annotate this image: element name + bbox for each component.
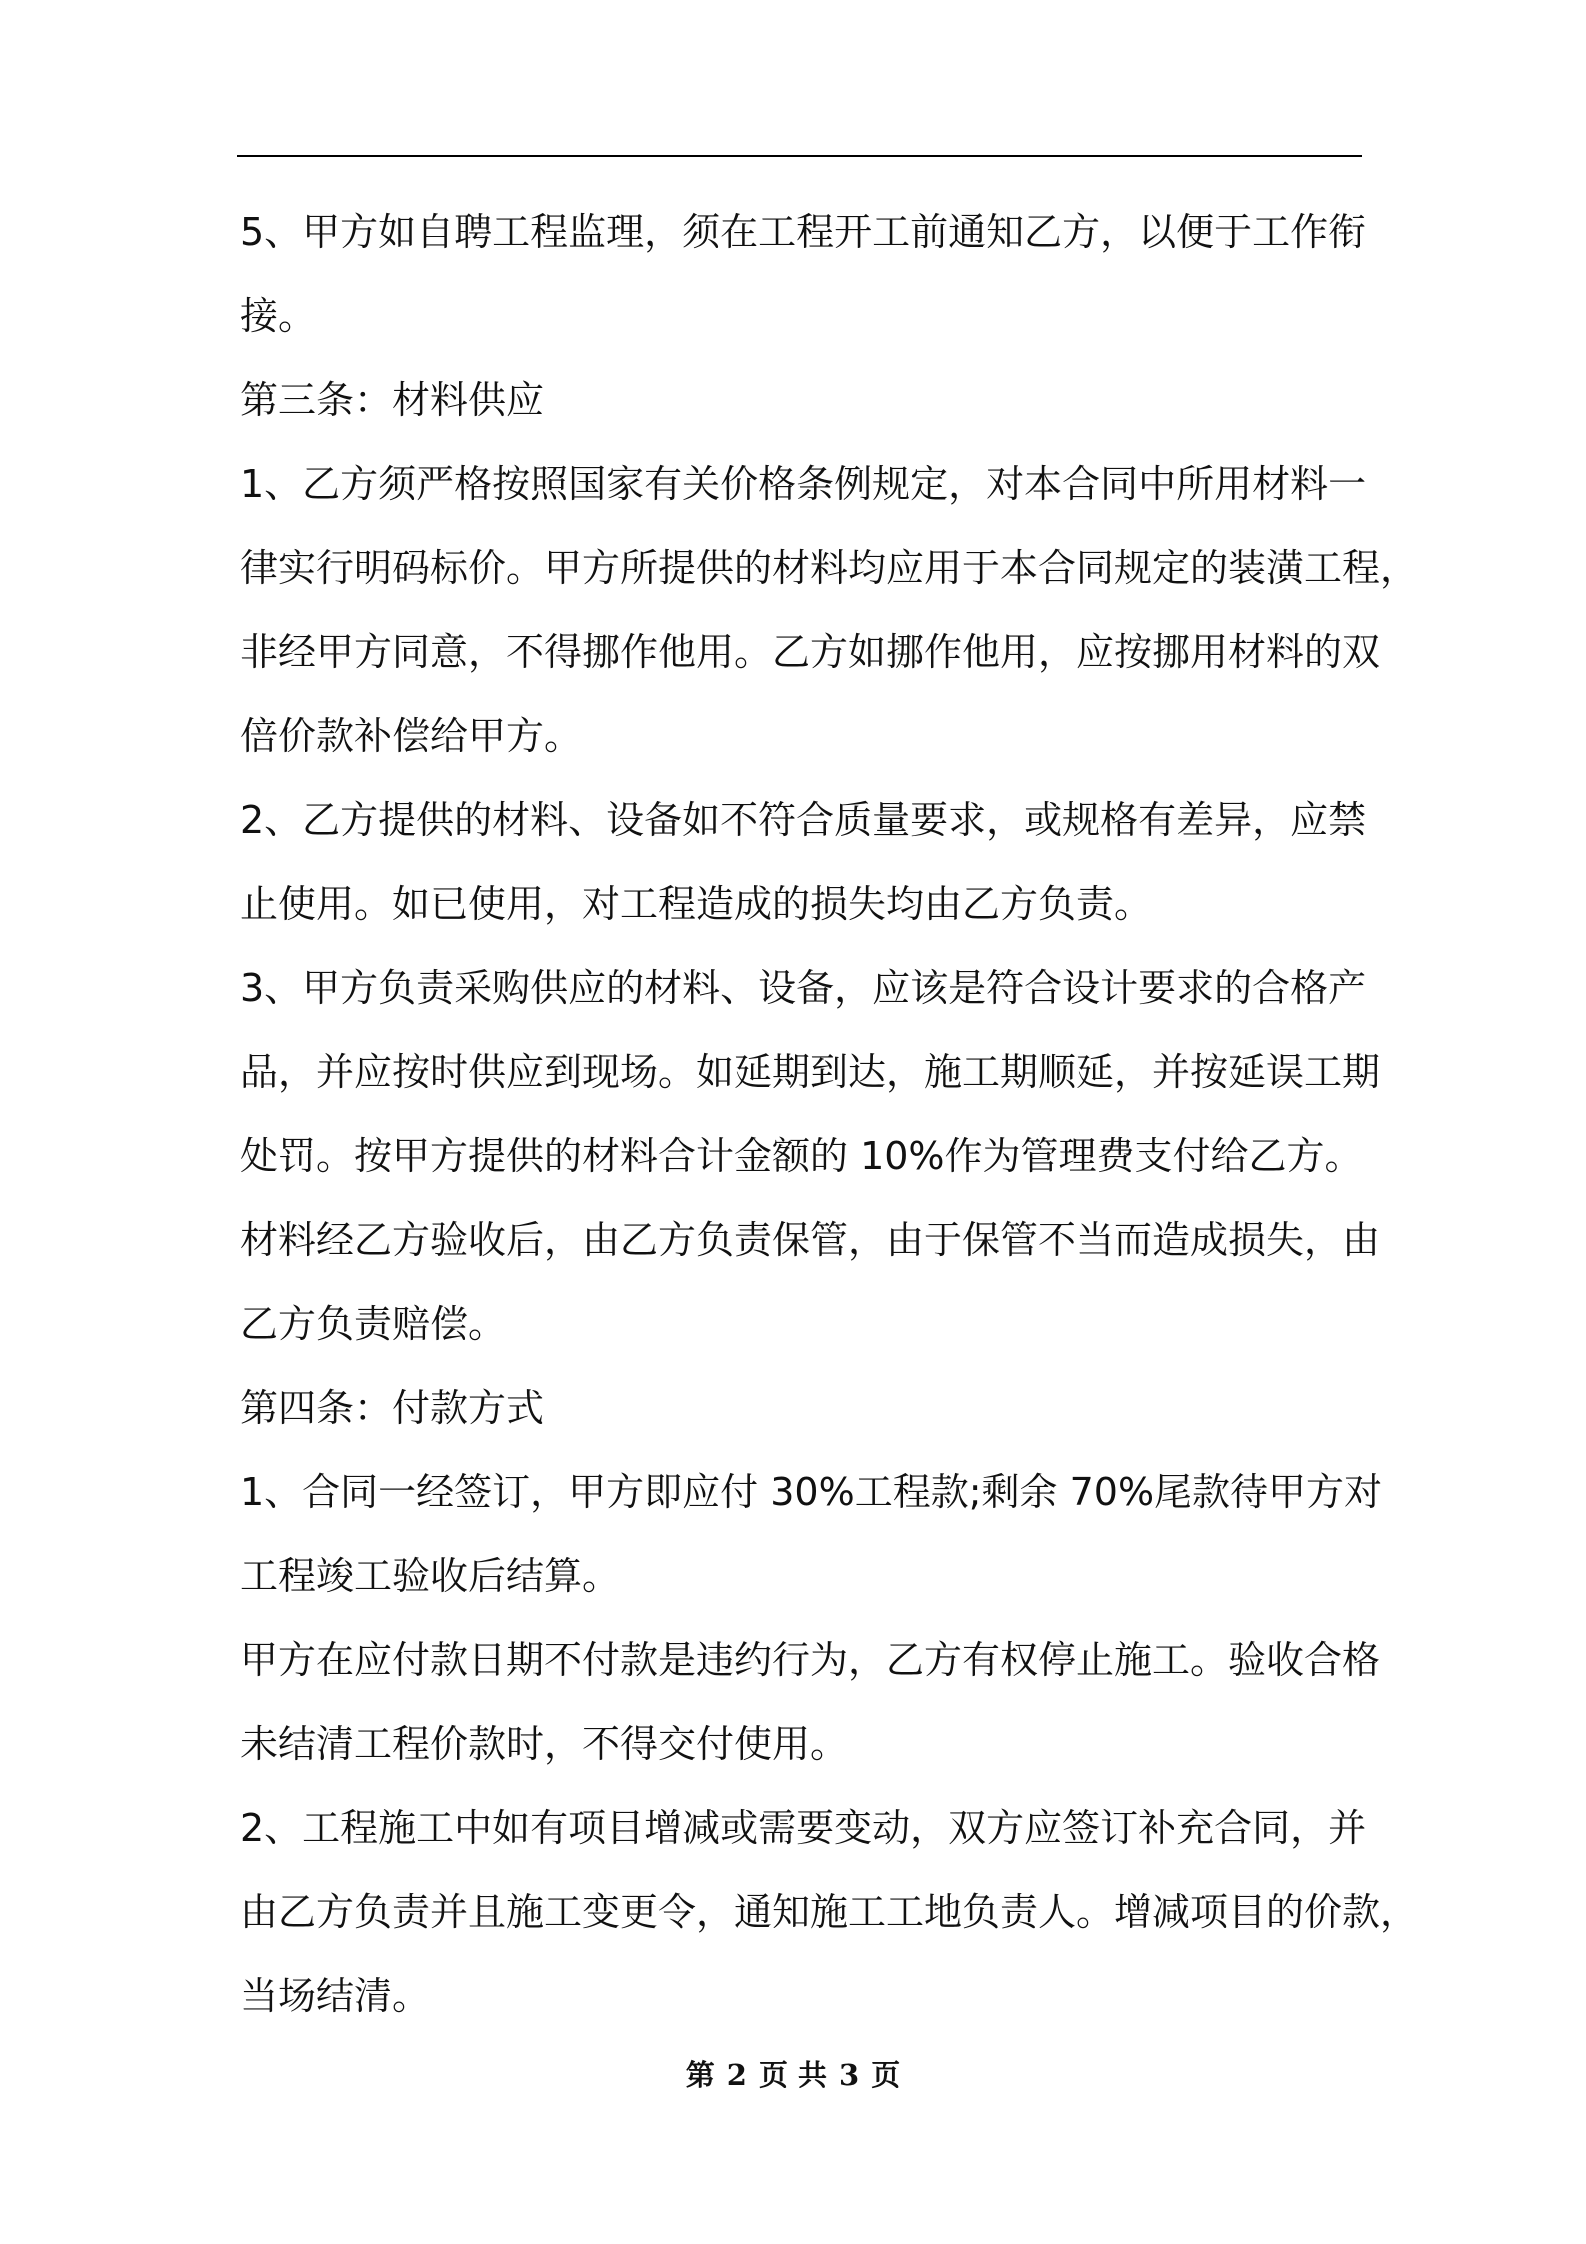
footer-prefix: 第: [685, 2058, 715, 2092]
text-line: 未结清工程价款时，不得交付使用。: [240, 1722, 849, 1766]
section-heading: 第三条：材料供应: [240, 378, 545, 422]
footer-suffix: 页: [871, 2058, 901, 2092]
document-body: [240, 190, 1419, 2038]
text-line: 材料经乙方验收后，由乙方负责保管，由于保管不当而造成损失，由: [240, 1218, 1381, 1262]
text-line: 律实行明码标价。甲方所提供的材料均应用于本合同规定的装潢工程，: [240, 546, 1419, 590]
text-line: 1、合同一经签订，甲方即应付 30%工程款;剩余 70%尾款待甲方对: [240, 1470, 1383, 1514]
text-line: 由乙方负责并且施工变更令，通知施工工地负责人。增减项目的价款，: [240, 1890, 1419, 1934]
text-line: 倍价款补偿给甲方。: [240, 714, 583, 758]
text-line: 5、甲方如自聘工程监理，须在工程开工前通知乙方，以便于工作衔: [240, 210, 1367, 254]
page-footer: [0, 2055, 1586, 2095]
text-line: 当场结清。: [240, 1974, 431, 2018]
text-line: 1、乙方须严格按照国家有关价格条例规定，对本合同中所用材料一: [240, 462, 1367, 506]
text-line: 工程竣工验收后结算。: [240, 1554, 621, 1598]
text-line: 甲方在应付款日期不付款是违约行为，乙方有权停止施工。验收合格: [240, 1638, 1381, 1682]
text-line: 乙方负责赔偿。: [240, 1302, 507, 1346]
text-line: 2、乙方提供的材料、设备如不符合质量要求，或规格有差异，应禁: [240, 798, 1367, 842]
footer-middle: 页 共: [758, 2058, 828, 2092]
text-line: 3、甲方负责采购供应的材料、设备，应该是符合设计要求的合格产: [240, 966, 1367, 1010]
total-page-number: 3: [839, 2058, 860, 2092]
text-line: 止使用。如已使用，对工程造成的损失均由乙方负责。: [240, 882, 1153, 926]
section-heading: 第四条：付款方式: [240, 1386, 545, 1430]
text-line: 非经甲方同意，不得挪作他用。乙方如挪作他用，应按挪用材料的双: [240, 630, 1381, 674]
text-line: 品，并应按时供应到现场。如延期到达，施工期顺延，并按延误工期: [240, 1050, 1381, 1094]
text-line: 接。: [240, 294, 317, 338]
current-page-number: 2: [726, 2058, 747, 2092]
text-line: 2、工程施工中如有项目增减或需要变动，双方应签订补充合同，并: [240, 1806, 1367, 1850]
header-rule: [237, 155, 1362, 157]
text-line: 处罚。按甲方提供的材料合计金额的 10%作为管理费支付给乙方。: [240, 1134, 1363, 1178]
